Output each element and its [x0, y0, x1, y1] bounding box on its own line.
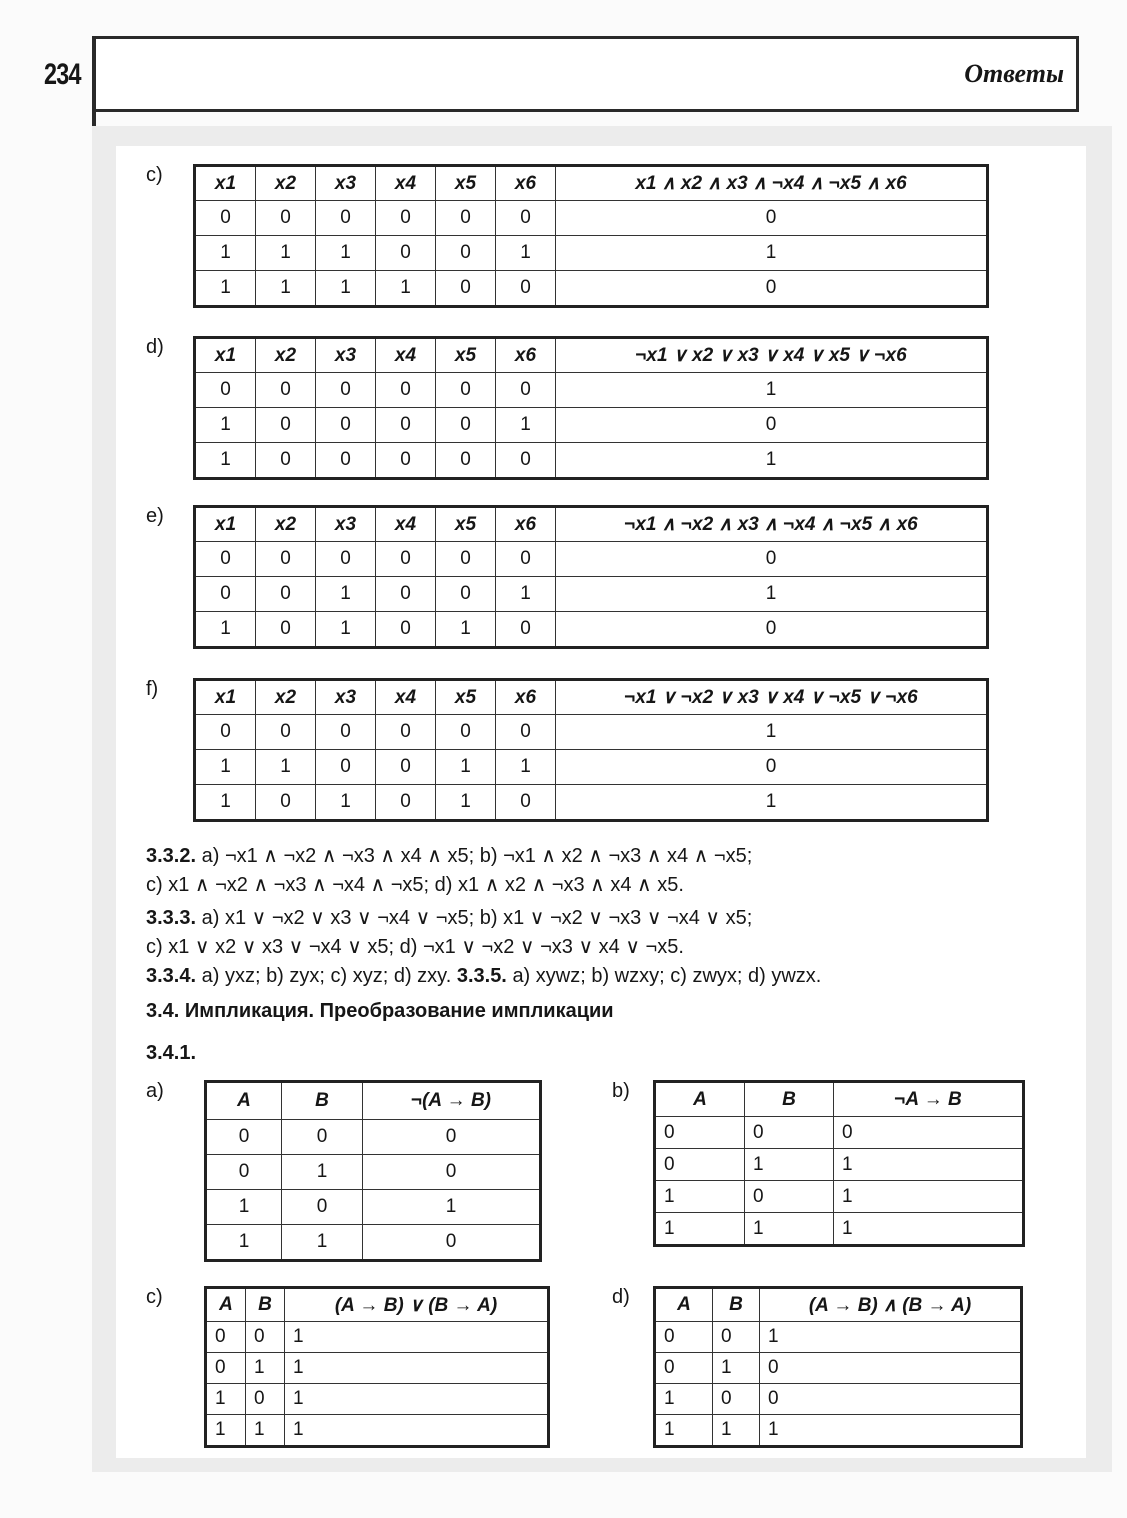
- table-cell: 1: [316, 785, 376, 821]
- column-header: B: [246, 1288, 285, 1322]
- column-header: x2: [256, 338, 316, 373]
- formula-header: x1 ∧ x2 ∧ x3 ∧ ¬x4 ∧ ¬x5 ∧ x6: [556, 166, 988, 201]
- table-cell: 0: [376, 236, 436, 271]
- table-header-row: [206, 1082, 541, 1120]
- table-cell: 1: [285, 1384, 549, 1415]
- table-cell: 0: [316, 715, 376, 750]
- table-cell: 0: [195, 373, 256, 408]
- table-cell: 1: [655, 1415, 713, 1447]
- truth-table: [653, 1286, 1023, 1448]
- column-header: x6: [496, 166, 556, 201]
- table-cell: 0: [256, 443, 316, 479]
- table-cell: 0: [195, 542, 256, 577]
- table-row: [195, 236, 988, 271]
- table-cell: 0: [376, 443, 436, 479]
- table-header-row: [195, 338, 988, 373]
- table-cell: 0: [376, 201, 436, 236]
- table-cell: 0: [436, 373, 496, 408]
- answer-3-3-2: [146, 842, 1066, 900]
- table-cell: 0: [436, 542, 496, 577]
- column-header: x6: [496, 338, 556, 373]
- column-header: A: [655, 1082, 745, 1117]
- table-cell: 0: [316, 373, 376, 408]
- column-header: (A → B) ∨ (B → A): [285, 1288, 549, 1322]
- table-cell: 1: [556, 715, 988, 750]
- table-cell: 1: [713, 1353, 760, 1384]
- table-cell: 0: [256, 408, 316, 443]
- table-row: [195, 443, 988, 479]
- table-cell: 0: [282, 1190, 363, 1225]
- formula-header: ¬x1 ∨ x2 ∨ x3 ∨ x4 ∨ x5 ∨ ¬x6: [556, 338, 988, 373]
- table-cell: 1: [285, 1415, 549, 1447]
- table-cell: 0: [256, 373, 316, 408]
- column-header: x6: [496, 680, 556, 715]
- table-cell: 1: [195, 236, 256, 271]
- table-cell: 0: [316, 408, 376, 443]
- table-cell: 0: [655, 1353, 713, 1384]
- table-row: [655, 1353, 1022, 1384]
- table-cell: 0: [316, 542, 376, 577]
- table-cell: 0: [376, 612, 436, 648]
- table-cell: 0: [256, 542, 316, 577]
- column-header: x4: [376, 507, 436, 542]
- table-header-row: [195, 166, 988, 201]
- table-cell: 1: [195, 612, 256, 648]
- table-row: [655, 1213, 1024, 1246]
- section-title: 3.4. Импликация. Преобразование импликации: [146, 1000, 614, 1022]
- column-header: x3: [316, 166, 376, 201]
- table-label: a): [146, 1080, 164, 1102]
- table-row: [195, 408, 988, 443]
- table-row: [195, 750, 988, 785]
- table-cell: 0: [206, 1322, 246, 1353]
- table-cell: 1: [834, 1181, 1024, 1213]
- table-cell: 0: [282, 1120, 363, 1155]
- table-cell: 0: [496, 443, 556, 479]
- table-row: [195, 612, 988, 648]
- column-header: x3: [316, 338, 376, 373]
- column-header: x4: [376, 166, 436, 201]
- table-cell: 0: [436, 577, 496, 612]
- answer-number: 3.3.4.: [146, 965, 197, 987]
- table-cell: 0: [745, 1181, 834, 1213]
- table-row: [655, 1149, 1024, 1181]
- column-header: x1: [195, 338, 256, 373]
- column-header: ¬(A → B): [363, 1082, 541, 1120]
- column-header: A: [206, 1288, 246, 1322]
- table-row: [195, 715, 988, 750]
- truth-table: [193, 505, 989, 649]
- table-cell: 0: [496, 271, 556, 307]
- column-header: x1: [195, 166, 256, 201]
- table-row: [195, 373, 988, 408]
- table-row: [195, 542, 988, 577]
- table-cell: 0: [556, 201, 988, 236]
- table-cell: 1: [436, 750, 496, 785]
- table-cell: 1: [282, 1155, 363, 1190]
- table-label: e): [146, 505, 164, 527]
- answer-number: 3.3.2.: [146, 845, 197, 867]
- table-label: c): [146, 164, 163, 186]
- table-cell: 0: [556, 271, 988, 307]
- table-cell: 1: [256, 750, 316, 785]
- table-row: [195, 577, 988, 612]
- table-row: [655, 1322, 1022, 1353]
- table-cell: 0: [556, 542, 988, 577]
- table-row: [206, 1322, 549, 1353]
- answer-text: a) xywz; b) wzxy; c) zwyx; d) ywzx.: [512, 965, 822, 987]
- table-cell: 0: [256, 201, 316, 236]
- table-cell: 0: [376, 542, 436, 577]
- table-cell: 0: [256, 785, 316, 821]
- table-cell: 1: [834, 1149, 1024, 1181]
- table-cell: 0: [195, 715, 256, 750]
- table-cell: 0: [376, 577, 436, 612]
- table-cell: 0: [206, 1155, 282, 1190]
- table-cell: 1: [376, 271, 436, 307]
- column-header: x5: [436, 507, 496, 542]
- page-header: [92, 36, 1079, 112]
- table-cell: 0: [760, 1384, 1022, 1415]
- table-cell: 1: [316, 612, 376, 648]
- table-cell: 1: [195, 785, 256, 821]
- table-cell: 1: [246, 1415, 285, 1447]
- table-cell: 1: [496, 577, 556, 612]
- table-cell: 0: [363, 1120, 541, 1155]
- column-header: x1: [195, 680, 256, 715]
- table-cell: 1: [195, 443, 256, 479]
- table-row: [195, 271, 988, 307]
- table-cell: 0: [436, 443, 496, 479]
- column-header: x6: [496, 507, 556, 542]
- table-cell: 1: [316, 271, 376, 307]
- table-cell: 0: [496, 612, 556, 648]
- table-cell: 0: [496, 373, 556, 408]
- table-cell: 0: [436, 715, 496, 750]
- table-header-row: [206, 1288, 549, 1322]
- table-row: [206, 1190, 541, 1225]
- table-label: d): [146, 336, 164, 358]
- table-row: [206, 1353, 549, 1384]
- table-cell: 0: [195, 577, 256, 612]
- table-cell: 1: [316, 236, 376, 271]
- table-cell: 0: [256, 612, 316, 648]
- table-cell: 1: [496, 236, 556, 271]
- table-cell: 1: [206, 1415, 246, 1447]
- table-cell: 1: [556, 443, 988, 479]
- table-cell: 0: [556, 408, 988, 443]
- table-row: [206, 1415, 549, 1447]
- table-cell: 0: [655, 1149, 745, 1181]
- table-row: [206, 1120, 541, 1155]
- exercise-number: 3.4.1.: [146, 1042, 197, 1064]
- table-cell: 0: [316, 443, 376, 479]
- table-cell: 0: [496, 715, 556, 750]
- answer-text: a) ¬x1 ∧ ¬x2 ∧ ¬x3 ∧ x4 ∧ x5; b) ¬x1 ∧ x2 ∧ ¬x3 ∧ x4 ∧ ¬x5;: [201, 845, 753, 867]
- table-row: [195, 785, 988, 821]
- table-cell: 1: [745, 1149, 834, 1181]
- answer-text: c) x1 ∧ ¬x2 ∧ ¬x3 ∧ ¬x4 ∧ ¬x5; d) x1 ∧ x2 ∧ ¬x3 ∧ x4 ∧ x5.: [146, 874, 684, 896]
- table-cell: 0: [436, 271, 496, 307]
- table-cell: 1: [282, 1225, 363, 1261]
- table-cell: 0: [316, 750, 376, 785]
- header-title: Ответы: [964, 59, 1064, 88]
- table-row: [655, 1384, 1022, 1415]
- table-cell: 1: [760, 1322, 1022, 1353]
- column-header: x4: [376, 680, 436, 715]
- table-row: [655, 1181, 1024, 1213]
- table-cell: 1: [556, 236, 988, 271]
- table-cell: 1: [834, 1213, 1024, 1246]
- table-cell: 1: [363, 1190, 541, 1225]
- table-cell: 1: [713, 1415, 760, 1447]
- table-cell: 1: [246, 1353, 285, 1384]
- column-header: x5: [436, 338, 496, 373]
- column-header: B: [713, 1288, 760, 1322]
- table-cell: 0: [436, 201, 496, 236]
- table-header-row: [655, 1082, 1024, 1117]
- table-cell: 1: [436, 612, 496, 648]
- column-header: x3: [316, 680, 376, 715]
- table-row: [206, 1155, 541, 1190]
- table-cell: 0: [713, 1322, 760, 1353]
- column-header: x4: [376, 338, 436, 373]
- table-cell: 0: [376, 785, 436, 821]
- table-cell: 0: [655, 1117, 745, 1149]
- answer-number: 3.3.3.: [146, 907, 197, 929]
- truth-table: [204, 1286, 550, 1448]
- table-label: b): [612, 1080, 630, 1102]
- table-cell: 0: [316, 201, 376, 236]
- truth-table: [193, 678, 989, 822]
- table-cell: 1: [256, 236, 316, 271]
- table-cell: 1: [556, 785, 988, 821]
- table-cell: 0: [376, 750, 436, 785]
- table-row: [195, 201, 988, 236]
- column-header: ¬A → B: [834, 1082, 1024, 1117]
- table-cell: 1: [436, 785, 496, 821]
- table-label: f): [146, 678, 159, 700]
- table-cell: 1: [256, 271, 316, 307]
- truth-table: [653, 1080, 1025, 1247]
- table-cell: 1: [496, 750, 556, 785]
- table-cell: 1: [285, 1322, 549, 1353]
- column-header: x2: [256, 680, 316, 715]
- table-header-row: [655, 1288, 1022, 1322]
- column-header: (A → B) ∧ (B → A): [760, 1288, 1022, 1322]
- formula-header: ¬x1 ∧ ¬x2 ∧ x3 ∧ ¬x4 ∧ ¬x5 ∧ x6: [556, 507, 988, 542]
- table-cell: 1: [206, 1225, 282, 1261]
- table-cell: 0: [363, 1155, 541, 1190]
- table-cell: 0: [256, 715, 316, 750]
- table-cell: 0: [496, 201, 556, 236]
- column-header: A: [206, 1082, 282, 1120]
- table-row: [655, 1117, 1024, 1149]
- column-header: x5: [436, 166, 496, 201]
- table-cell: 0: [556, 750, 988, 785]
- table-cell: 1: [655, 1384, 713, 1415]
- table-row: [206, 1225, 541, 1261]
- column-header: x5: [436, 680, 496, 715]
- truth-table: [193, 164, 989, 308]
- table-cell: 1: [195, 408, 256, 443]
- table-cell: 0: [713, 1384, 760, 1415]
- table-cell: 1: [206, 1190, 282, 1225]
- table-cell: 1: [496, 408, 556, 443]
- table-cell: 0: [195, 201, 256, 236]
- table-label: d): [612, 1286, 630, 1308]
- answer-text: a) x1 ∨ ¬x2 ∨ x3 ∨ ¬x4 ∨ ¬x5; b) x1 ∨ ¬x2 ∨ ¬x3 ∨ ¬x4 ∨ x5;: [201, 907, 753, 929]
- column-header: x1: [195, 507, 256, 542]
- table-cell: 0: [834, 1117, 1024, 1149]
- answer-3-3-4-5: [146, 962, 1066, 991]
- table-cell: 1: [655, 1181, 745, 1213]
- table-cell: 1: [316, 577, 376, 612]
- answer-text: a) yxz; b) zyx; c) xyz; d) zxy.: [201, 965, 452, 987]
- table-cell: 1: [745, 1213, 834, 1246]
- table-row: [655, 1415, 1022, 1447]
- table-label: c): [146, 1286, 163, 1308]
- table-header-row: [195, 680, 988, 715]
- table-cell: 1: [206, 1384, 246, 1415]
- table-row: [206, 1384, 549, 1415]
- table-cell: 0: [363, 1225, 541, 1261]
- answer-3-3-3: [146, 904, 1066, 962]
- table-cell: 0: [496, 542, 556, 577]
- table-cell: 1: [195, 750, 256, 785]
- column-header: A: [655, 1288, 713, 1322]
- answer-text: c) x1 ∨ x2 ∨ x3 ∨ ¬x4 ∨ x5; d) ¬x1 ∨ ¬x2 ∨ ¬x3 ∨ x4 ∨ ¬x5.: [146, 936, 684, 958]
- column-header: B: [745, 1082, 834, 1117]
- table-cell: 0: [256, 577, 316, 612]
- table-cell: 0: [496, 785, 556, 821]
- table-cell: 0: [436, 236, 496, 271]
- formula-header: ¬x1 ∨ ¬x2 ∨ x3 ∨ x4 ∨ ¬x5 ∨ ¬x6: [556, 680, 988, 715]
- table-cell: 0: [376, 408, 436, 443]
- table-header-row: [195, 507, 988, 542]
- table-cell: 1: [655, 1213, 745, 1246]
- table-cell: 0: [376, 715, 436, 750]
- table-cell: 1: [556, 373, 988, 408]
- truth-table: [204, 1080, 542, 1262]
- column-header: x2: [256, 166, 316, 201]
- answer-number: 3.3.5.: [456, 965, 507, 987]
- column-header: x3: [316, 507, 376, 542]
- column-header: x2: [256, 507, 316, 542]
- table-cell: 1: [556, 577, 988, 612]
- table-cell: 0: [436, 408, 496, 443]
- table-cell: 1: [285, 1353, 549, 1384]
- table-cell: 1: [760, 1415, 1022, 1447]
- table-cell: 0: [760, 1353, 1022, 1384]
- truth-table: [193, 336, 989, 480]
- table-cell: 0: [246, 1322, 285, 1353]
- table-cell: 1: [195, 271, 256, 307]
- table-cell: 0: [206, 1120, 282, 1155]
- table-cell: 0: [745, 1117, 834, 1149]
- table-cell: 0: [556, 612, 988, 648]
- page-number: 234: [44, 58, 81, 91]
- table-cell: 0: [376, 373, 436, 408]
- table-cell: 0: [655, 1322, 713, 1353]
- column-header: B: [282, 1082, 363, 1120]
- table-cell: 0: [206, 1353, 246, 1384]
- table-cell: 0: [246, 1384, 285, 1415]
